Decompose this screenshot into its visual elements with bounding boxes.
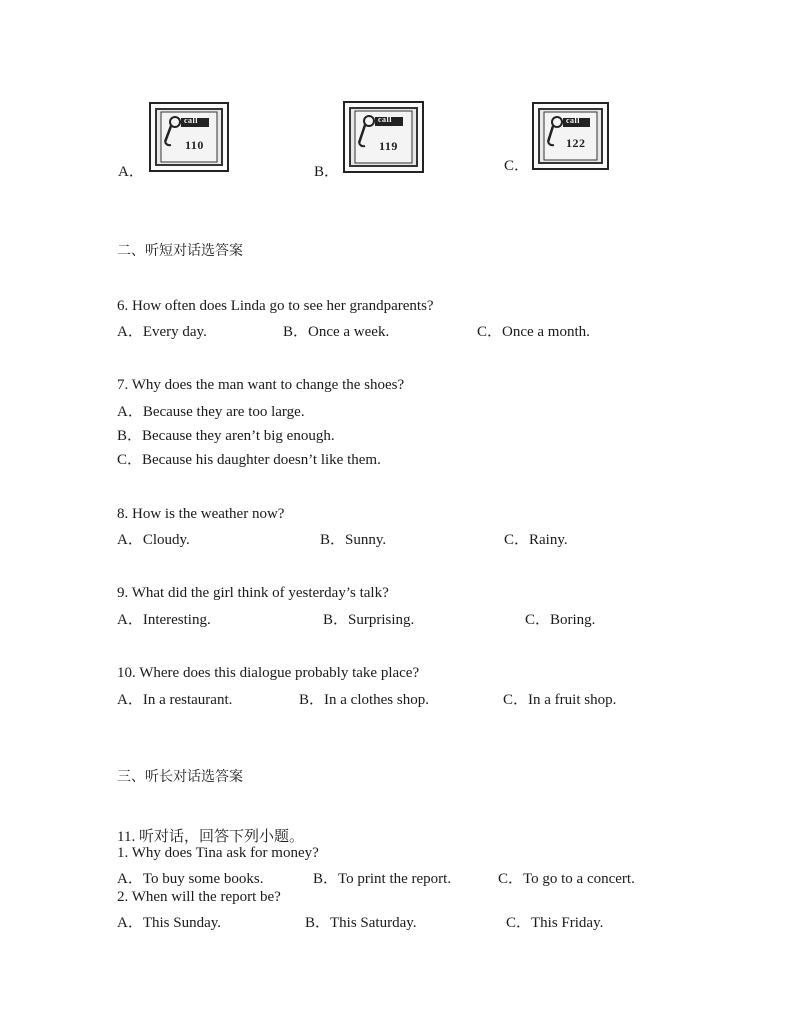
- question-11-2-option-c: C．This Friday.: [506, 915, 604, 931]
- question-10-option-b: B．In a clothes shop.: [299, 692, 429, 708]
- option-a-label: A．: [118, 164, 144, 180]
- question-9-option-b: B．Surprising.: [323, 612, 415, 628]
- question-11-1-option-a: A．To buy some books.: [117, 871, 264, 887]
- phone-icon: [151, 104, 227, 170]
- question-6-option-b: B．Once a week.: [283, 324, 390, 340]
- question-6-option-c: C．Once a month.: [477, 324, 590, 340]
- question-9-stem: 9. What did the girl think of yesterday’s talk?: [117, 585, 389, 601]
- question-7-option-c: C．Because his daughter doesn’t like them.: [117, 452, 381, 468]
- phone-number-119: 119: [379, 139, 398, 153]
- option-b-label: B．: [314, 164, 340, 180]
- question-9-option-a: A．Interesting.: [117, 612, 211, 628]
- phone-icon: [345, 103, 422, 171]
- question-8-option-c: C．Rainy.: [504, 532, 568, 548]
- call-icon-text: call: [184, 116, 198, 125]
- question-10-stem: 10. Where does this dialogue probably take place?: [117, 665, 420, 681]
- section-title-short-dialogues: 二、听短对话选答案: [117, 243, 243, 259]
- question-6-stem: 6. How often does Linda go to see her grandparents?: [117, 298, 434, 314]
- phone-call-110-image: [149, 102, 229, 172]
- question-11-1-stem: 1. Why does Tina ask for money?: [117, 845, 319, 861]
- question-8-option-a: A．Cloudy.: [117, 532, 190, 548]
- question-7-option-a: A．Because they are too large.: [117, 404, 305, 420]
- question-11-intro: 11. 听对话，回答下列小题。: [117, 829, 304, 845]
- phone-call-119-image: [343, 101, 424, 173]
- option-c-label: C．: [504, 158, 530, 174]
- call-icon-text: call: [566, 116, 580, 125]
- phone-number-122: 122: [566, 136, 586, 150]
- question-11-1-option-b: B．To print the report.: [313, 871, 452, 887]
- question-6-option-a: A．Every day.: [117, 324, 207, 340]
- section-title-long-dialogues: 三、听长对话选答案: [117, 769, 243, 785]
- call-icon-text: call: [378, 115, 392, 124]
- question-11-2-stem: 2. When will the report be?: [117, 889, 281, 905]
- question-9-option-c: C．Boring.: [525, 612, 596, 628]
- question-10-option-c: C．In a fruit shop.: [503, 692, 617, 708]
- phone-number-110: 110: [185, 138, 204, 152]
- question-7-option-b: B．Because they aren’t big enough.: [117, 428, 335, 444]
- question-8-option-b: B．Sunny.: [320, 532, 387, 548]
- phone-call-122-image: [532, 102, 609, 170]
- question-10-option-a: A．In a restaurant.: [117, 692, 233, 708]
- question-11-1-option-c: C．To go to a concert.: [498, 871, 635, 887]
- question-11-2-option-a: A．This Sunday.: [117, 915, 222, 931]
- question-7-stem: 7. Why does the man want to change the shoes?: [117, 377, 405, 393]
- question-8-stem: 8. How is the weather now?: [117, 506, 285, 522]
- question-11-2-option-b: B．This Saturday.: [305, 915, 417, 931]
